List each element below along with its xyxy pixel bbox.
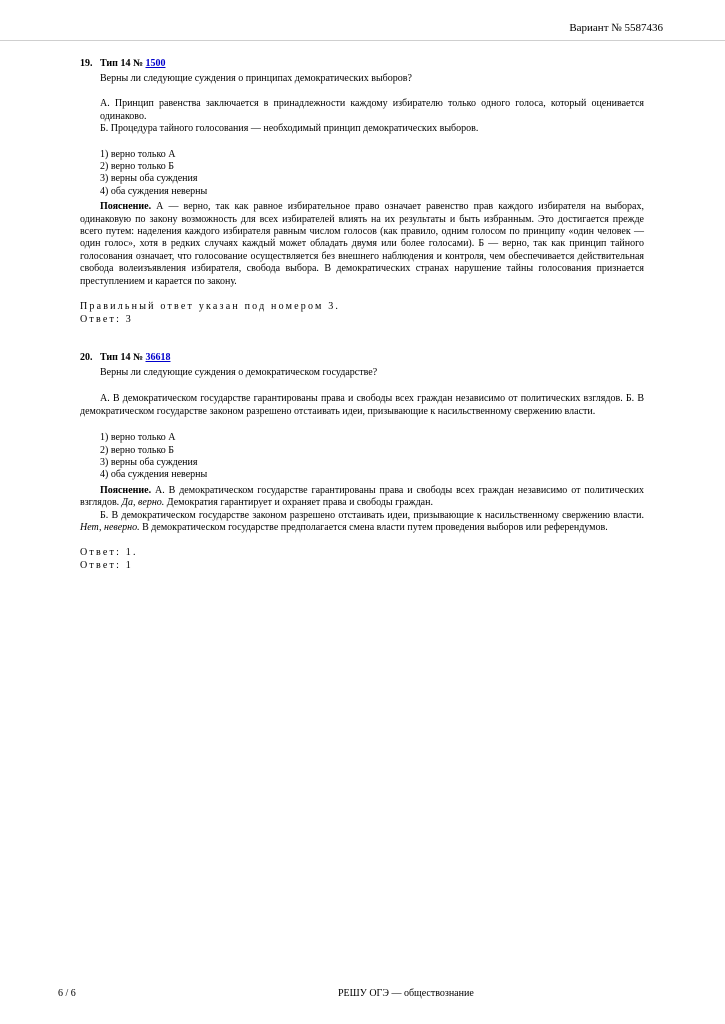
question-type: Тип 14 № [100,352,143,363]
correct-answer-note: Правильный ответ указан под номером 3. [80,301,341,313]
question-number: 20. [80,352,93,363]
explanation [80,201,644,288]
question-number: 19. [80,58,93,69]
verdict-b: Нет, неверно. [80,522,140,534]
explanation-a-text: А. В демократическом государстве гарантированы права и свободы всех граждан независимо от политических взглядов. [80,484,644,509]
question-20-header [80,352,644,363]
statement-a: А. Принцип равенства заключается в принадлежности каждому избирателю только одного голоса, который оценивается одинаково. [100,98,644,122]
explanation-a [80,485,644,510]
explanation-a-comment: Демократия гарантирует и охраняет права и свободы граждан. [164,497,433,509]
statement-b: Б. Процедура тайного голосования — необходимый принцип демократических выборов. [100,123,479,135]
page-number: 6 / 6 [58,988,76,999]
variant-number: Вариант № 5587436 [569,22,663,34]
question-19 [80,58,644,326]
answer-line: Ответ: 3 [80,314,133,326]
option-2: 2) верно только Б [100,161,175,173]
option-2: 2) верно только Б [100,444,175,456]
task-id-link[interactable]: 36618 [145,352,171,363]
option-3: 3) верны оба суждения [100,457,198,469]
question-text: Верны ли следующие суждения о принципах демократических выборов? [100,73,412,84]
option-1: 1) верно только А [100,432,176,444]
answer-line-2: Ответ: 1 [80,560,133,572]
option-3: 3) верны оба суждения [100,173,198,185]
question-20 [80,352,644,572]
explanation-label: Пояснение. [100,201,152,213]
option-4: 4) оба суждения неверны [100,185,208,197]
question-text: Верны ли следующие суждения о демократическом государстве? [100,367,378,378]
option-1: 1) верно только А [100,148,176,160]
site-name: РЕШУ ОГЭ — обществознание [338,988,474,999]
explanation-b [80,510,644,535]
explanation-b-text: Б. В демократическом государстве законом разрешено отстаивать идеи, призывающие к насильственному свержению власти. [100,509,644,521]
question-19-header [80,58,644,69]
answer-line-1: Ответ: 1. [80,547,138,559]
option-4: 4) оба суждения неверны [100,469,208,481]
explanation-label: Пояснение. [100,484,152,496]
answer-options [80,432,644,482]
statements: А. В демократическом государстве гарантированы права и свободы всех граждан независимо от политических взглядов. Б. В демократическом государстве законом разрешено отстаивать идеи, призывающие к насильственному свержению власти. [80,393,644,417]
answer-options [80,149,644,199]
verdict-a: Да, верно. [121,497,165,509]
task-id-link[interactable]: 1500 [145,58,166,69]
explanation-b-comment: В демократическом государстве предполагается смена власти путем проведения выборов или референдумов. [139,522,608,534]
question-type: Тип 14 № [100,58,143,69]
header-divider [0,40,725,41]
explanation-text: А — верно, так как равное избирательное право означает равенство прав каждого избирателя на выборах, одинаковую по закону возможность для всех избирателей влиять на их результаты и быть избранным. Это достигается прежде всего путем: наделения каждого избирателя равным числом голосов (как правило, одним голосом по принципу «один человек — один голос», хотя в редких случаях каждый может обладать двумя или более голосами). Б — верно, так как принцип тайного голосования означает, что голосование осуществляется без внешнего наблюдения и контроля, чем обеспечивается действительная свобода волеизъявления избирателя, свобода выбора. В демократических странах нарушение тайны голосования признается преступлением и карается по закону. [80,201,644,287]
